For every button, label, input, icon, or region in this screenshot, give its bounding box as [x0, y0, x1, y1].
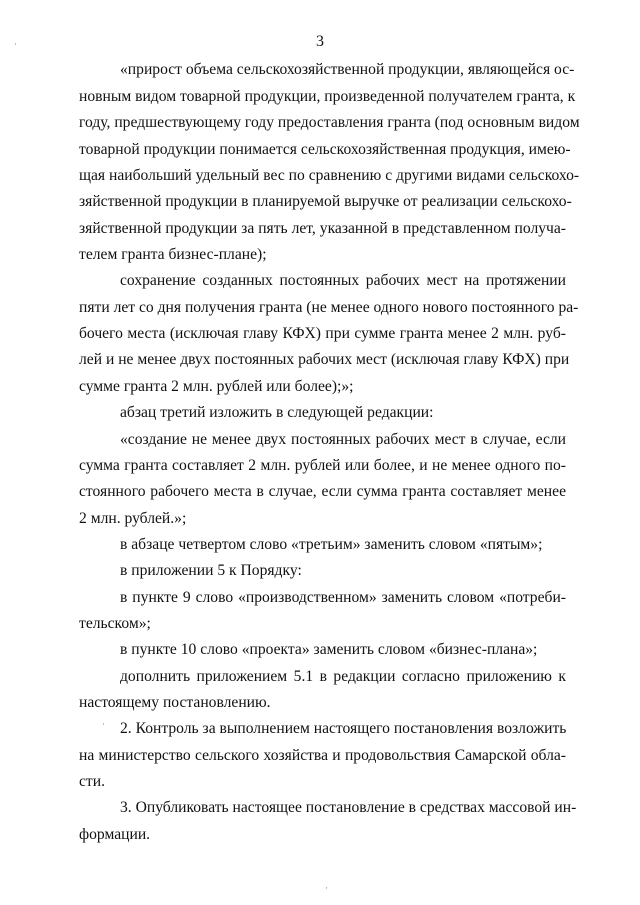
paragraph-8-line-1: в пункте 10 слово «проекта» заменить словом «бизнес-плана»; — [120, 641, 538, 658]
paragraph-2-line-5: сумме гранта 2 млн. рублей или более);»; — [79, 378, 354, 395]
scan-speck: · — [325, 883, 328, 893]
paragraph-2-line-1: сохранение созданных постоянных рабочих мест на протяжении — [120, 272, 566, 289]
scan-speck: · — [14, 39, 17, 49]
paragraph-4-line-1: «создание не менее двух постоянных рабочих мест в случае, если — [120, 431, 566, 448]
paragraph-2-line-3: бочего места (исключая главу КФХ) при сумме гранта менее 2 млн. руб- — [79, 325, 566, 342]
paragraph-6-line-1: в приложении 5 к Порядку: — [120, 562, 302, 579]
paragraph-9-line-1: дополнить приложением 5.1 в редакции согласно приложению к — [120, 668, 566, 685]
paragraph-4-line-4: 2 млн. рублей.»; — [79, 510, 187, 527]
paragraph-10-line-1: 2. Контроль за выполнением настоящего постановления возложить — [120, 720, 567, 737]
paragraph-2-line-4: лей и не менее двух постоянных рабочих мест (исключая главу КФХ) при — [79, 351, 570, 368]
paragraph-1-line-4: товарной продукции понимается сельскохозяйственная продукция, имею- — [79, 141, 571, 158]
paragraph-2-line-2: пяти лет со дня получения гранта (не менее одного нового постоянного ра- — [79, 299, 579, 316]
paragraph-7-line-1: в пункте 9 слово «производственном» заменить словом «потреби- — [120, 589, 566, 606]
paragraph-5-line-1: в абзаце четвертом слово «третьим» заменить словом «пятым»; — [120, 536, 543, 553]
paragraph-11-line-2: формации. — [79, 826, 151, 843]
paragraph-1-line-7: зяйственной продукции за пять лет, указанной в представленном получа- — [79, 220, 566, 237]
page-number: 3 — [316, 33, 324, 50]
paragraph-10-line-2: на министерство сельского хозяйства и продовольствия Самарской обла- — [79, 747, 566, 764]
paragraph-3-line-1: абзац третий изложить в следующей редакции: — [120, 404, 434, 421]
paragraph-1-line-1: «прирост объема сельскохозяйственной продукции, являющейся ос- — [120, 61, 575, 78]
paragraph-4-line-3: стоянного рабочего места в случае, если сумма гранта составляет менее — [79, 483, 566, 500]
paragraph-1-line-5: щая наибольший удельный вес по сравнению с другими видами сельскохо- — [79, 167, 580, 184]
paragraph-4-line-2: сумма гранта составляет 2 млн. рублей или более, и не менее одного по- — [79, 457, 566, 474]
scan-speck: · — [102, 719, 105, 729]
paragraph-9-line-2: настоящему постановлению. — [79, 694, 271, 711]
paragraph-1-line-3: году, предшествующему году предоставления гранта (под основным видом — [79, 114, 580, 131]
paragraph-7-line-2: тельском»; — [79, 615, 151, 632]
paragraph-10-line-3: сти. — [79, 773, 105, 790]
paragraph-11-line-1: 3. Опубликовать настоящее постановление в средствах массовой ин- — [120, 799, 577, 816]
paragraph-1-line-2: новным видом товарной продукции, произведенной получателем гранта, к — [79, 88, 576, 105]
paragraph-1-line-6: зяйственной продукции в планируемой выручке от реализации сельскохо- — [79, 193, 572, 210]
paragraph-1-line-8: телем гранта бизнес-плане); — [79, 246, 267, 263]
